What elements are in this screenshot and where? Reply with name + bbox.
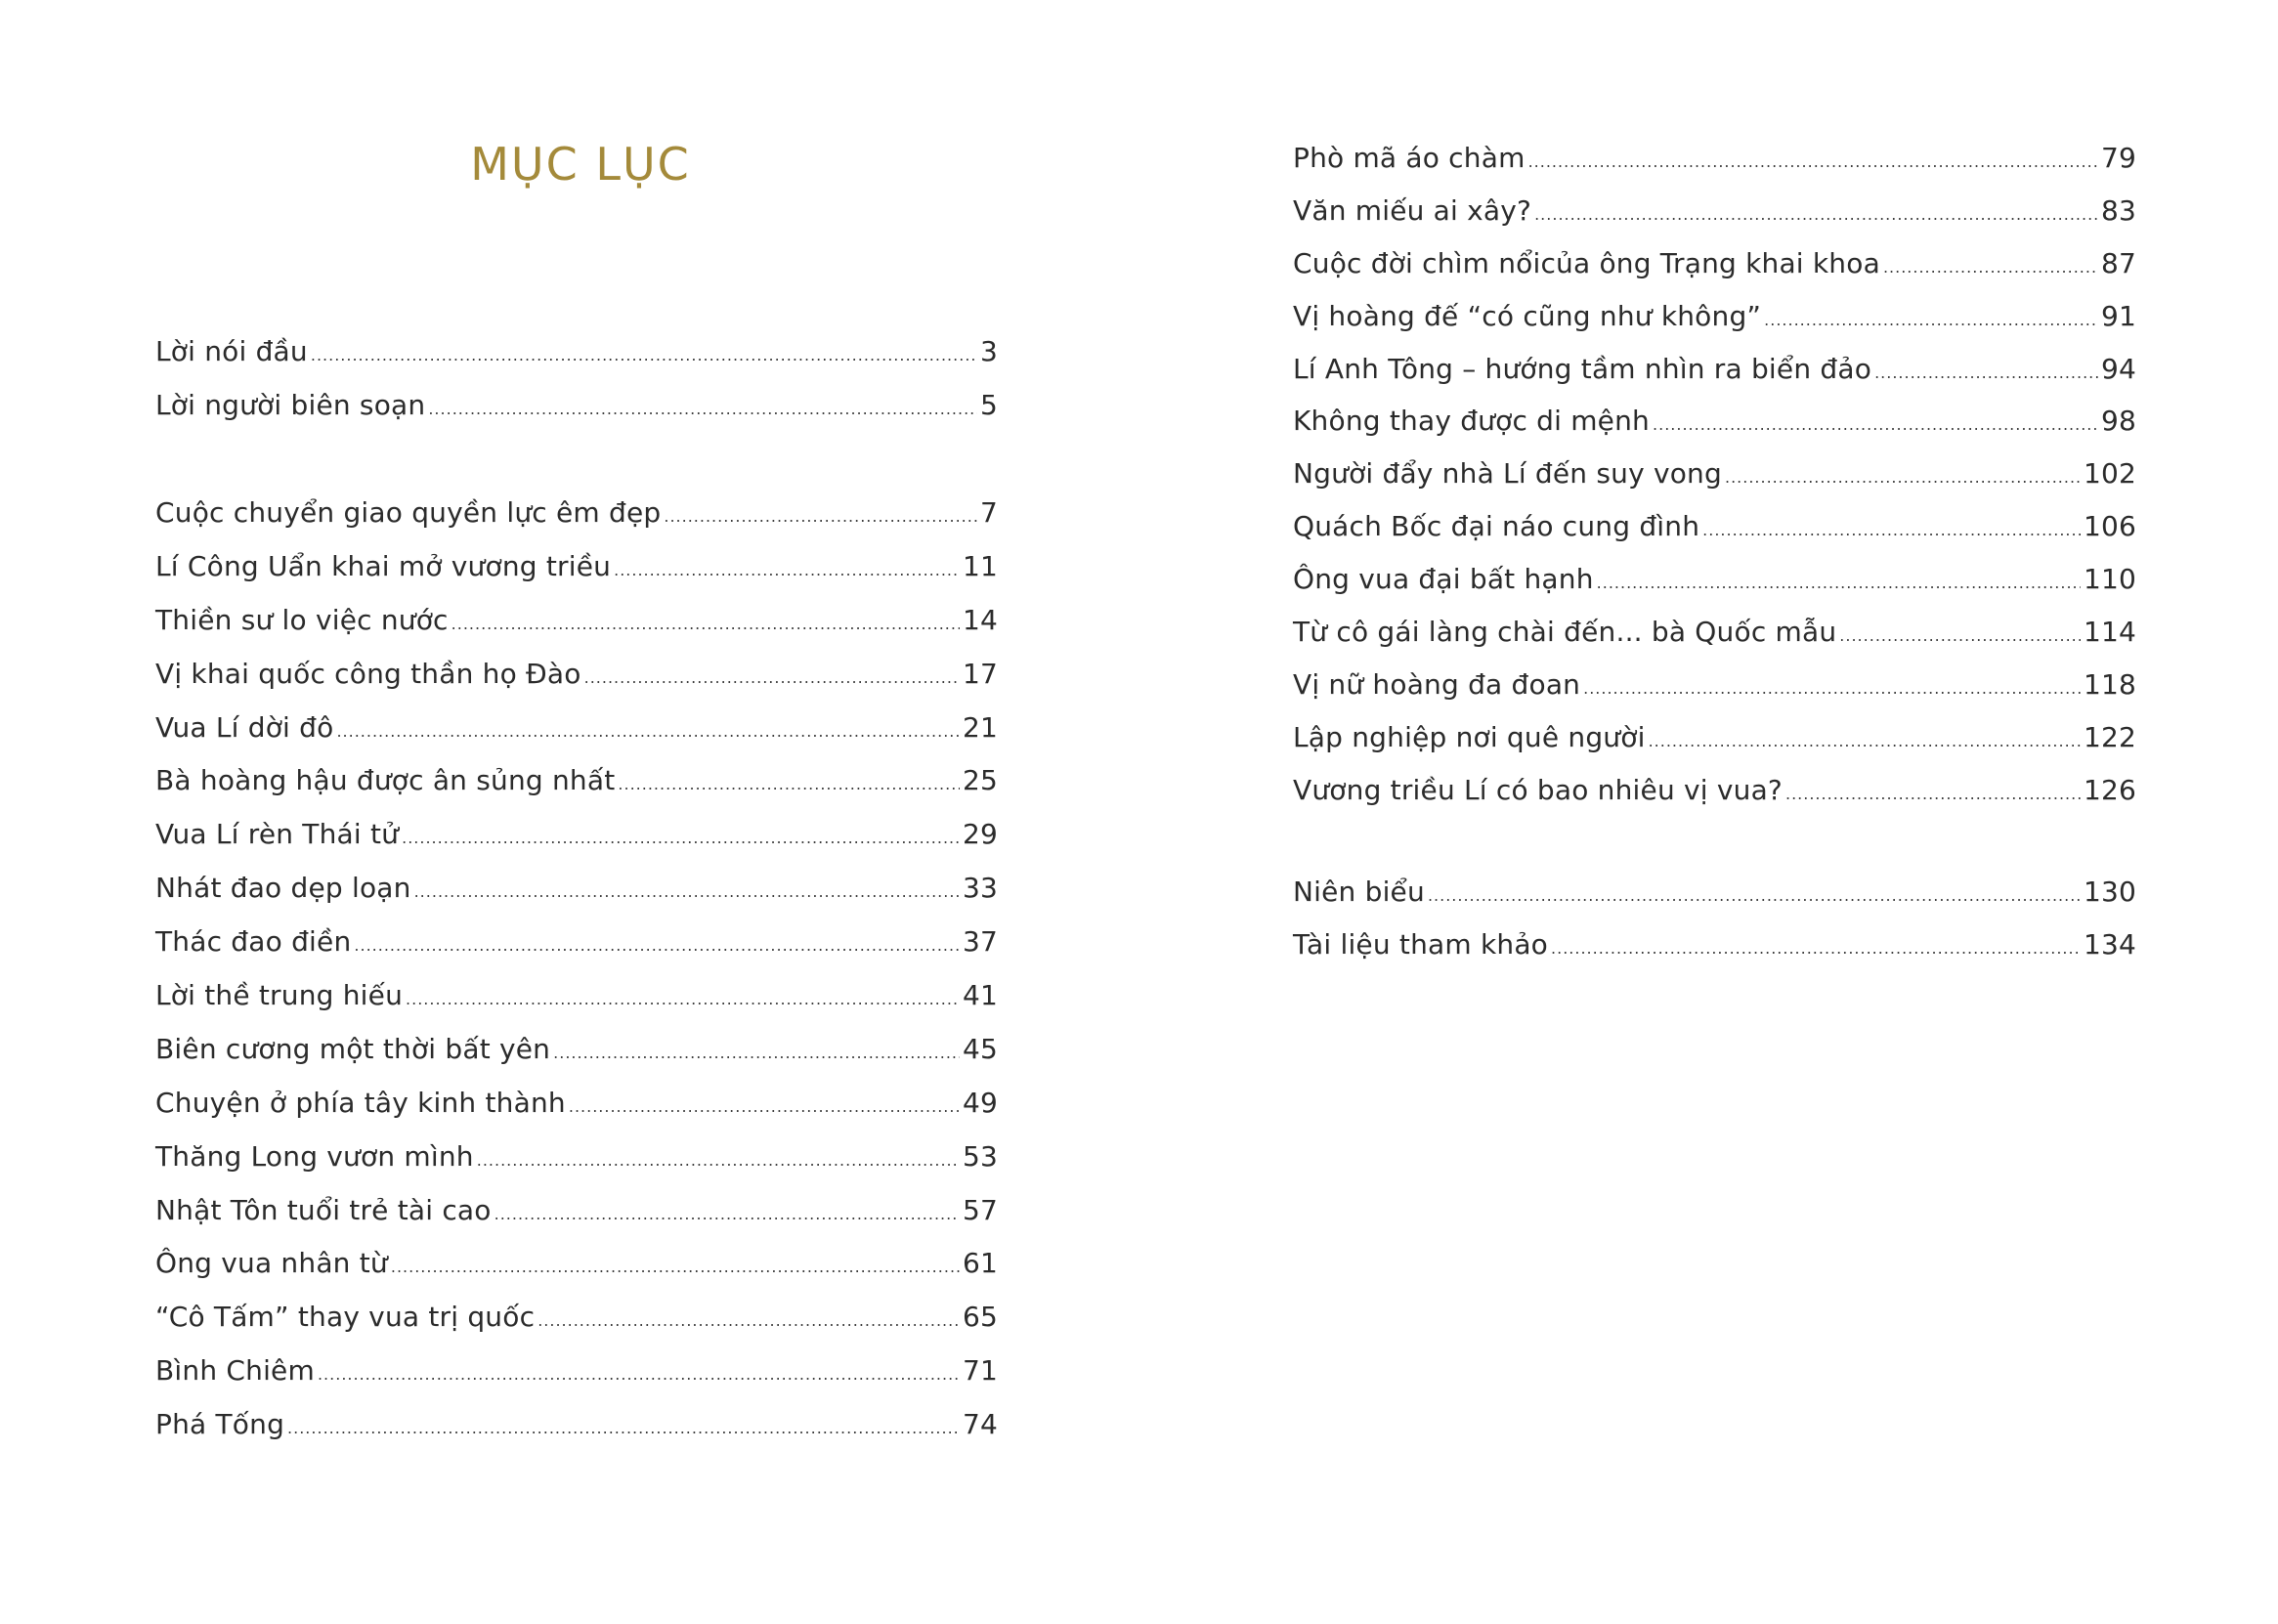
dot-leader bbox=[428, 383, 977, 437]
dot-leader bbox=[336, 705, 960, 759]
toc-entry-title: Văn miếu ai xây? bbox=[1293, 193, 1532, 227]
toc-entry-page: 83 bbox=[2100, 193, 2136, 227]
toc-entry-page: 122 bbox=[2083, 720, 2136, 753]
dot-leader bbox=[1883, 241, 2098, 294]
toc-entry-title: Bình Chiêm bbox=[155, 1354, 315, 1388]
toc-entry-page: 53 bbox=[962, 1139, 998, 1173]
chapters-left-list bbox=[155, 487, 998, 1452]
toc-entry[interactable] bbox=[1293, 343, 2136, 396]
toc-entry[interactable] bbox=[155, 487, 998, 540]
dot-leader bbox=[553, 1027, 960, 1081]
toc-entry[interactable] bbox=[1293, 919, 2136, 971]
dot-leader bbox=[1874, 347, 2098, 400]
chapters-right-list bbox=[1293, 132, 2136, 817]
toc-entry-title: Bà hoàng hậu được ân sủng nhất bbox=[155, 764, 616, 797]
toc-entry-page: 106 bbox=[2083, 510, 2136, 543]
toc-entry-page: 45 bbox=[962, 1032, 998, 1065]
toc-entry-title: Lời người biên soạn bbox=[155, 388, 426, 421]
toc-entry[interactable] bbox=[155, 1398, 998, 1452]
toc-entry-page: 17 bbox=[962, 657, 998, 690]
toc-entry-title: Lập nghiệp nơi quê người bbox=[1293, 720, 1646, 753]
toc-entry-page: 130 bbox=[2083, 876, 2136, 908]
toc-entry-title: Vua Lí rèn Thái tử bbox=[155, 818, 400, 851]
toc-entry-title: Nhật Tôn tuổi trẻ tài cao bbox=[155, 1193, 492, 1226]
toc-entry[interactable] bbox=[1293, 659, 2136, 711]
toc-entry-title: Thiền sư lo việc nước bbox=[155, 603, 449, 636]
toc-entry-title: Vương triều Lí có bao nhiêu vị vua? bbox=[1293, 773, 1783, 806]
toc-entry-page: 114 bbox=[2083, 616, 2136, 649]
toc-entry-title: Người đẩy nhà Lí đến suy vong bbox=[1293, 457, 1722, 491]
toc-entry-title: Thăng Long vươn mình bbox=[155, 1139, 474, 1173]
toc-entry-title: Nhát đao dẹp loạn bbox=[155, 872, 411, 905]
toc-entry-title: Biên cương một thời bất yên bbox=[155, 1032, 551, 1065]
toc-entry-page: 134 bbox=[2083, 927, 2136, 961]
toc-entry-title: Thác đao điền bbox=[155, 925, 352, 959]
toc-entry-page: 5 bbox=[979, 388, 998, 421]
dot-leader bbox=[1597, 557, 2081, 610]
toc-entry-title: Từ cô gái làng chài đến... bà Quốc mẫu bbox=[1293, 616, 1837, 649]
toc-entry[interactable] bbox=[1293, 237, 2136, 290]
toc-entry-page: 21 bbox=[962, 710, 998, 744]
dot-leader bbox=[414, 866, 960, 919]
dot-leader bbox=[318, 1348, 960, 1402]
toc-entry[interactable] bbox=[155, 379, 998, 433]
toc-entry-page: 110 bbox=[2083, 563, 2136, 596]
toc-entry[interactable] bbox=[155, 1237, 998, 1291]
toc-entry[interactable] bbox=[155, 1131, 998, 1184]
toc-entry-title: Vị khai quốc công thần họ Đào bbox=[155, 657, 581, 690]
dot-leader bbox=[1764, 294, 2098, 347]
toc-entry-page: 98 bbox=[2100, 405, 2136, 438]
toc-entry-page: 102 bbox=[2083, 457, 2136, 491]
dot-leader bbox=[494, 1188, 960, 1242]
toc-entry[interactable] bbox=[155, 1077, 998, 1131]
toc-entry-title: Cuộc chuyển giao quyền lực êm đẹp bbox=[155, 496, 662, 529]
toc-entry-page: 33 bbox=[962, 872, 998, 905]
dot-leader bbox=[1534, 189, 2098, 241]
toc-entry[interactable] bbox=[1293, 185, 2136, 237]
toc-entry-title: Vị hoàng đế “có cũng như không” bbox=[1293, 299, 1762, 332]
toc-entry-title: “Cô Tấm” thay vua trị quốc bbox=[155, 1301, 536, 1334]
dot-leader bbox=[451, 598, 960, 652]
toc-entry[interactable] bbox=[1293, 395, 2136, 448]
toc-entry-title: Ông vua đại bất hạnh bbox=[1293, 563, 1594, 596]
back-matter-list bbox=[1293, 866, 2136, 971]
toc-entry-page: 29 bbox=[962, 818, 998, 851]
dot-leader bbox=[287, 1402, 960, 1456]
toc-entry[interactable] bbox=[1293, 711, 2136, 764]
toc-entry-title: Phò mã áo chàm bbox=[1293, 142, 1526, 174]
dot-leader bbox=[569, 1081, 960, 1134]
toc-entry-page: 91 bbox=[2100, 299, 2136, 332]
toc-entry[interactable] bbox=[1293, 606, 2136, 659]
dot-leader bbox=[1785, 768, 2081, 821]
dot-leader bbox=[614, 544, 960, 598]
toc-entry-title: Lí Công Uẩn khai mở vương triều bbox=[155, 549, 612, 582]
toc-entry[interactable] bbox=[155, 969, 998, 1023]
toc-entry[interactable] bbox=[155, 540, 998, 594]
toc-entry-title: Cuộc đời chìm nổicủa ông Trạng khai khoa bbox=[1293, 246, 1880, 279]
toc-entry-page: 71 bbox=[962, 1354, 998, 1388]
toc-entry[interactable] bbox=[1293, 500, 2136, 553]
toc-entry[interactable] bbox=[155, 648, 998, 702]
toc-entry[interactable] bbox=[155, 862, 998, 916]
toc-entry[interactable] bbox=[1293, 553, 2136, 606]
toc-entry[interactable] bbox=[155, 1184, 998, 1238]
toc-entry-title: Ông vua nhân từ bbox=[155, 1247, 388, 1280]
toc-title: MỤC LỤC bbox=[470, 138, 691, 191]
dot-leader bbox=[1839, 610, 2081, 662]
toc-entry-page: 3 bbox=[979, 335, 998, 367]
dot-leader bbox=[1583, 662, 2081, 715]
toc-entry[interactable] bbox=[155, 702, 998, 755]
toc-entry-title: Niên biểu bbox=[1293, 876, 1425, 908]
toc-entry-page: 118 bbox=[2083, 667, 2136, 701]
toc-entry[interactable] bbox=[155, 754, 998, 808]
toc-entry[interactable] bbox=[155, 1023, 998, 1077]
toc-entry[interactable] bbox=[1293, 290, 2136, 343]
dot-leader bbox=[1725, 451, 2081, 504]
dot-leader bbox=[1653, 399, 2098, 451]
toc-entry-page: 41 bbox=[962, 979, 998, 1012]
dot-leader bbox=[402, 812, 960, 866]
dot-leader bbox=[311, 329, 977, 383]
toc-entry-title: Không thay được di mệnh bbox=[1293, 405, 1651, 438]
dot-leader bbox=[618, 758, 960, 812]
dot-leader bbox=[1649, 715, 2081, 768]
toc-entry-title: Lí Anh Tông – hướng tầm nhìn ra biển đảo bbox=[1293, 352, 1872, 385]
dot-leader bbox=[1551, 922, 2081, 975]
dot-leader bbox=[537, 1295, 960, 1348]
toc-entry-title: Vua Lí dời đô bbox=[155, 710, 334, 744]
dot-leader bbox=[406, 973, 960, 1027]
toc-entry[interactable] bbox=[155, 1291, 998, 1345]
toc-entry-title: Phá Tống bbox=[155, 1408, 285, 1441]
toc-entry-page: 61 bbox=[962, 1247, 998, 1280]
toc-entry-title: Tài liệu tham khảo bbox=[1293, 927, 1549, 961]
toc-entry-page: 94 bbox=[2100, 352, 2136, 385]
toc-entry[interactable] bbox=[1293, 764, 2136, 817]
dot-leader bbox=[1428, 870, 2081, 922]
toc-entry[interactable] bbox=[155, 916, 998, 969]
toc-entry-page: 11 bbox=[962, 549, 998, 582]
toc-entry-page: 74 bbox=[962, 1408, 998, 1441]
toc-entry-title: Quách Bốc đại náo cung đình bbox=[1293, 510, 1700, 543]
dot-leader bbox=[354, 919, 960, 973]
toc-entry-page: 14 bbox=[962, 603, 998, 636]
toc-entry-page: 79 bbox=[2100, 142, 2136, 174]
front-matter-list bbox=[155, 325, 998, 433]
toc-entry-title: Lời thề trung hiếu bbox=[155, 979, 404, 1012]
toc-entry[interactable] bbox=[155, 594, 998, 648]
toc-entry-title: Vị nữ hoàng đa đoan bbox=[1293, 667, 1581, 701]
toc-entry[interactable] bbox=[155, 325, 998, 379]
toc-entry[interactable] bbox=[155, 808, 998, 862]
toc-entry-page: 7 bbox=[979, 496, 998, 529]
toc-entry[interactable] bbox=[1293, 866, 2136, 919]
dot-leader bbox=[1528, 136, 2098, 189]
toc-entry-page: 37 bbox=[962, 925, 998, 959]
toc-entry-page: 57 bbox=[962, 1193, 998, 1226]
toc-entry[interactable] bbox=[155, 1345, 998, 1398]
toc-entry-page: 126 bbox=[2083, 773, 2136, 806]
toc-entry[interactable] bbox=[1293, 448, 2136, 500]
dot-leader bbox=[664, 491, 977, 544]
toc-entry[interactable] bbox=[1293, 132, 2136, 185]
dot-leader bbox=[477, 1134, 960, 1188]
toc-entry-page: 87 bbox=[2100, 246, 2136, 279]
dot-leader bbox=[1702, 504, 2081, 557]
toc-entry-page: 65 bbox=[962, 1301, 998, 1334]
toc-entry-title: Lời nói đầu bbox=[155, 335, 308, 367]
dot-leader bbox=[391, 1241, 960, 1295]
toc-entry-title: Chuyện ở phía tây kinh thành bbox=[155, 1086, 566, 1119]
dot-leader bbox=[584, 652, 960, 705]
toc-entry-page: 49 bbox=[962, 1086, 998, 1119]
toc-entry-page: 25 bbox=[962, 764, 998, 797]
